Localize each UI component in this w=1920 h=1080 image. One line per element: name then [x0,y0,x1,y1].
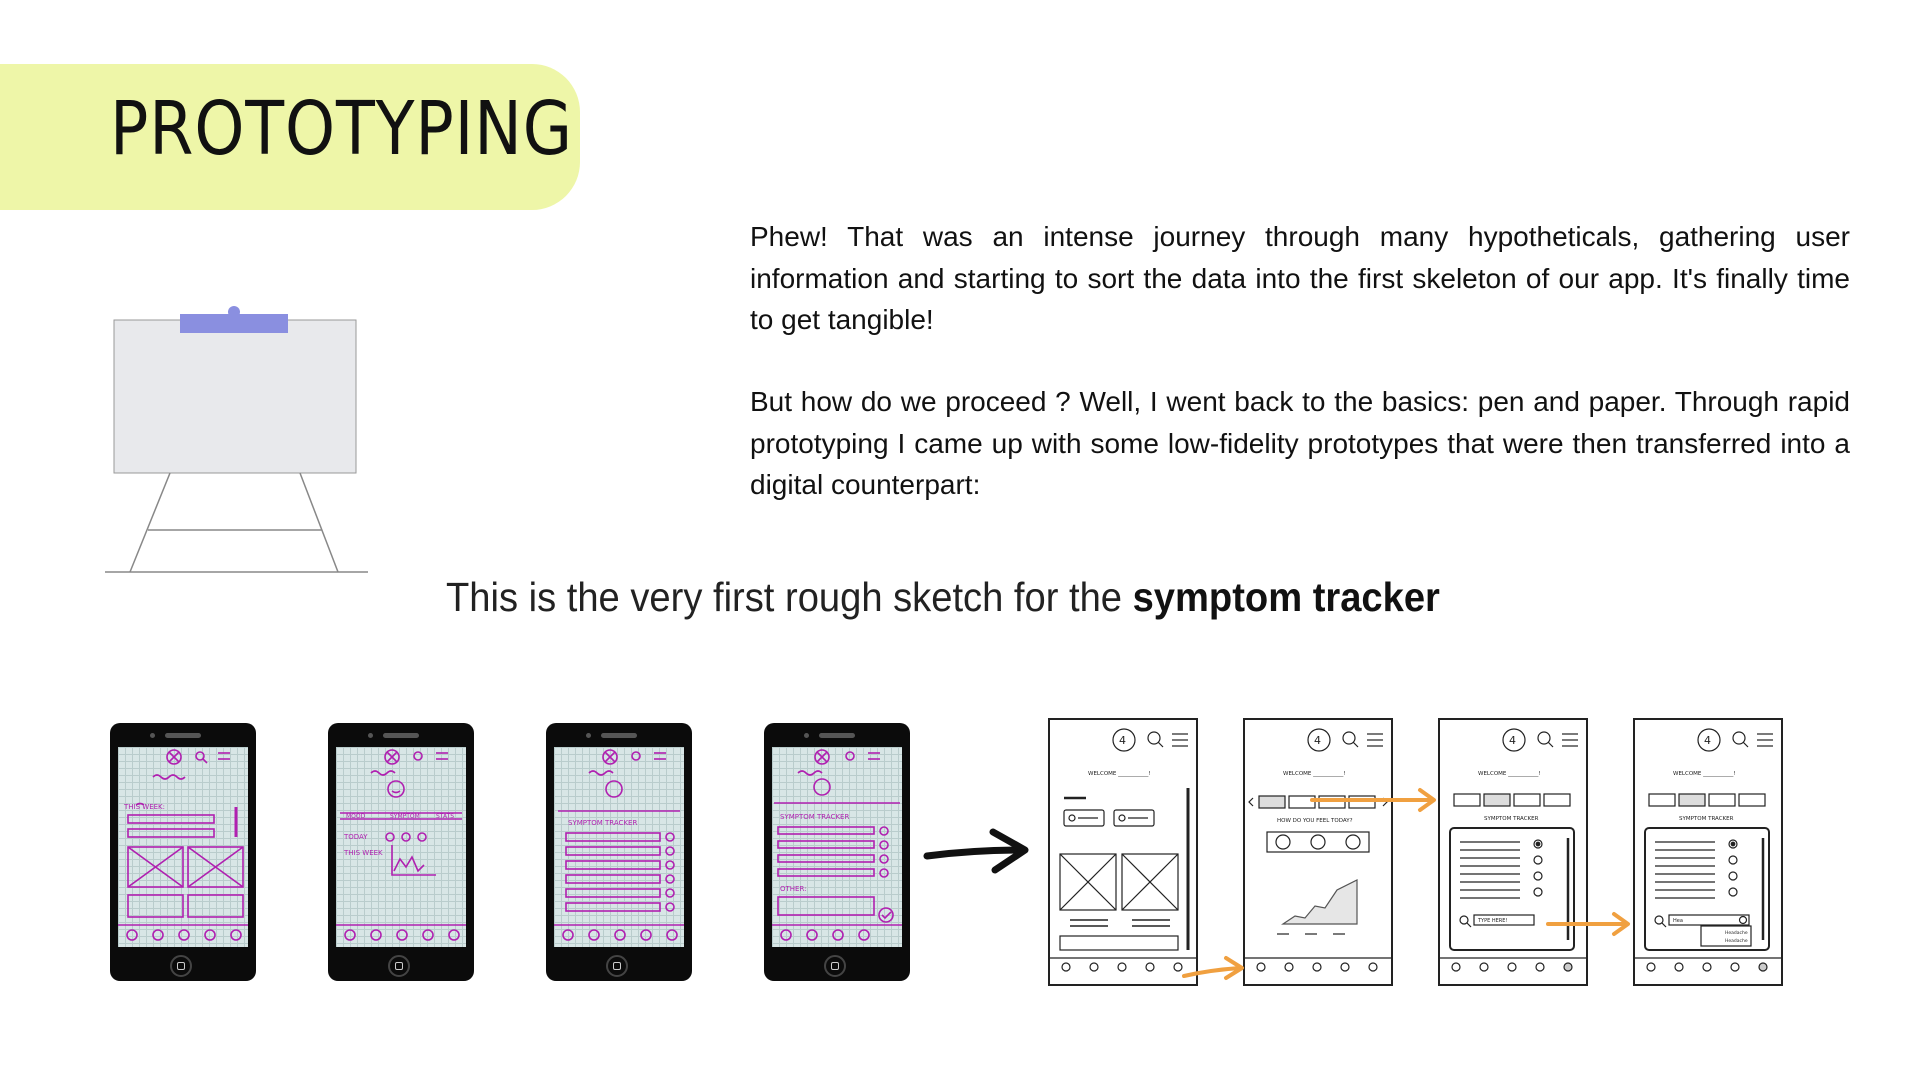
phone-home-button-icon [170,955,192,977]
sketch-phone-3 [546,723,692,981]
sketch-screen-2 [336,747,466,947]
sketch-label: THIS WEEK: [124,803,165,811]
intro-paragraph-1: Phew! That was an intense journey through many hypotheticals, gathering user information and starting to sort the data into the first skeleton of our app. It's finally time to get tangible! [750,221,1850,335]
caption-emphasis: symptom tracker [1132,574,1440,620]
welcome-text: WELCOME ___________! [1478,771,1541,777]
svg-text:4: 4 [1314,734,1321,747]
sketch-label: STATS [436,813,455,820]
svg-text:4: 4 [1119,734,1126,747]
suggestion-2: Headache [1725,939,1748,944]
search-placeholder: TYPE HERE! [1478,918,1508,924]
wireframe-3 [1438,718,1588,986]
sketch-label: SYMPTOM TRACKER [568,819,638,827]
sketch-screen-4 [772,747,902,947]
welcome-text: WELCOME ___________! [1283,771,1346,777]
wireframe-1 [1048,718,1198,986]
sketch-phone-2 [328,723,474,981]
phone-home-button-icon [606,955,628,977]
caption-prefix: This is the very first rough sketch for the [446,574,1133,620]
phone-home-button-icon [824,955,846,977]
sketch-label: TODAY [344,833,368,841]
sketch-caption [446,574,1440,621]
sketch-phone-4 [764,723,910,981]
sketch-screen-3 [554,747,684,947]
svg-text:4: 4 [1509,734,1516,747]
sketch-label: OTHER: [780,885,807,893]
sketch-phone-1 [110,723,256,981]
mood-question: HOW DO YOU FEEL TODAY? [1277,818,1353,824]
welcome-text: WELCOME ___________! [1673,771,1736,777]
sketch-label: SYMPTOM TRACKER [780,813,850,821]
wireframe-2 [1243,718,1393,986]
search-value: Hea [1673,918,1683,924]
easel-board-icon [100,300,375,580]
sketch-arrow-icon [923,826,1033,876]
tracker-heading: SYMPTOM TRACKER [1484,816,1539,822]
sketch-screen-1 [118,747,248,947]
tracker-heading: SYMPTOM TRACKER [1679,816,1734,822]
page-title: PROTOTYPING [110,86,573,172]
welcome-text: WELCOME ___________! [1088,771,1151,777]
suggestion-1: Headache [1725,931,1748,936]
sketch-label: THIS WEEK [344,849,383,857]
wireframe-4 [1633,718,1783,986]
intro-paragraph-2: But how do we proceed ? Well, I went back to the basics: pen and paper. Through rapid prototyping I came up with some low-fidelity prototypes that were then transferred into a digital counterpart: [750,386,1850,500]
phone-home-button-icon [388,955,410,977]
svg-text:4: 4 [1704,734,1711,747]
sketch-label: SYMPTOM [390,813,420,820]
sketch-label: MOOD [346,813,366,820]
